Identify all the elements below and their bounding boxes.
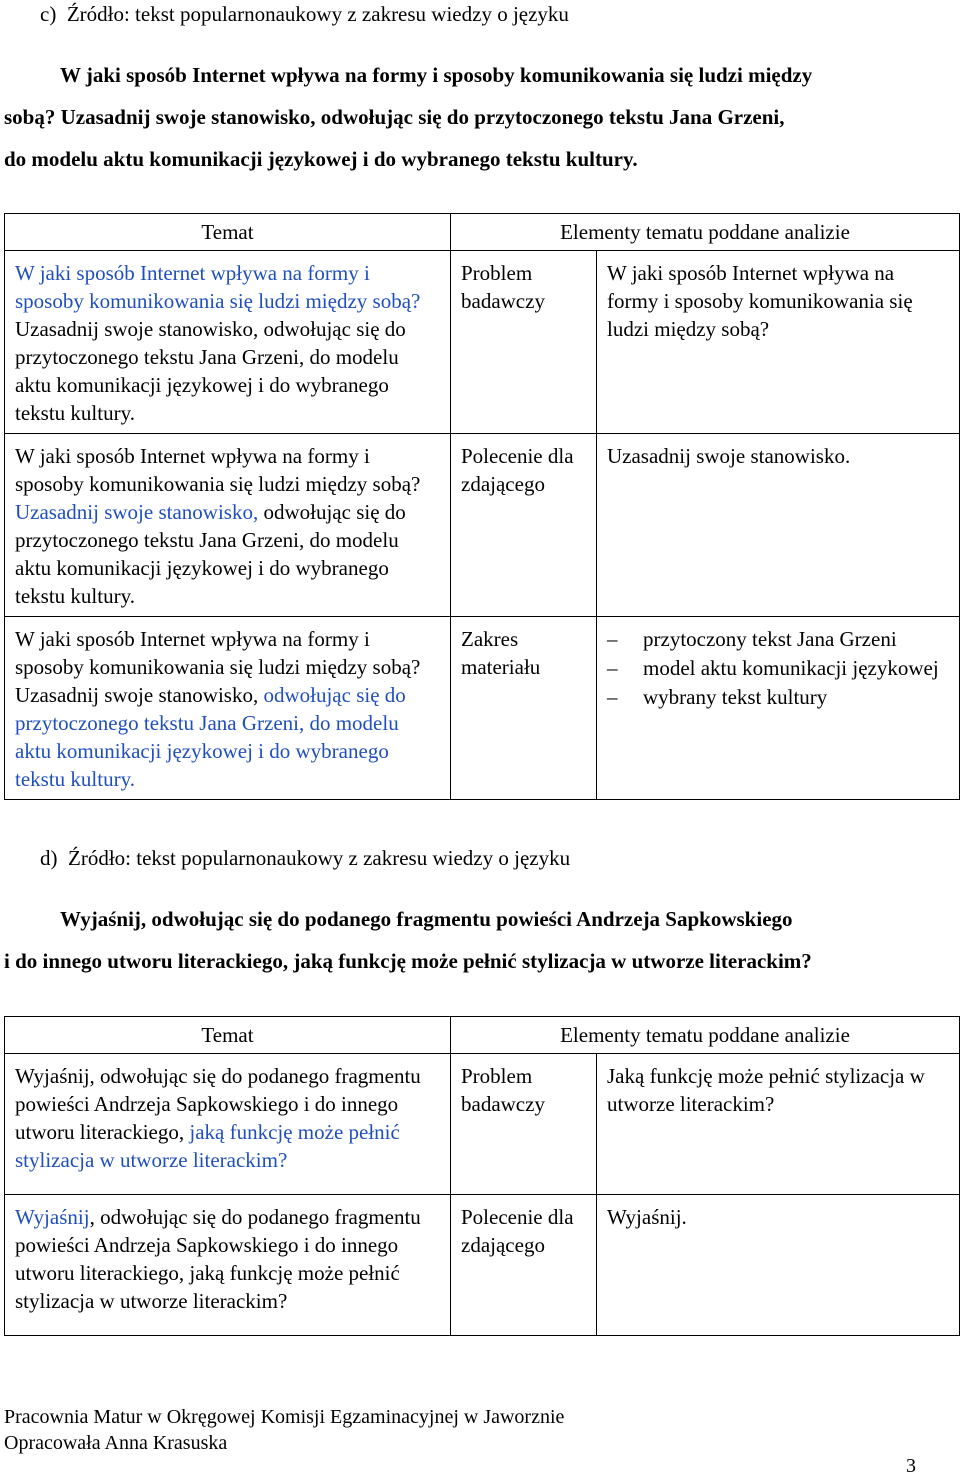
element-label: Polecenie dla zdającego: [451, 434, 597, 617]
task-line: Wyjaśnij, odwołując się do podanego fragmentu powieści Andrzeja Sapkowskiego: [60, 907, 793, 931]
element-label: Polecenie dla zdającego: [451, 1195, 597, 1336]
list-item: – wybrany tekst kultury: [607, 683, 949, 712]
task-line: sobą? Uzasadnij swoje stanowisko, odwołując się do przytoczonego tekstu Jana Grzeni,: [4, 105, 785, 129]
element-value: [597, 617, 960, 800]
list-item: – przytoczony tekst Jana Grzeni: [607, 625, 949, 654]
task-line: W jaki sposób Internet wpływa na formy i sposoby komunikowania się ludzi między: [60, 63, 813, 87]
header-elements: Elementy tematu poddane analizie: [451, 214, 960, 251]
element-value: W jaki sposób Internet wpływa na formy i sposoby komunikowania się ludzi między sobą?: [597, 251, 960, 434]
section-c-task: [4, 54, 956, 180]
temat-cell: W jaki sposób Internet wpływa na formy i sposoby komunikowania się ludzi między sobą? Uzasadnij swoje stanowisko, odwołując się do przytoczonego tekstu Jana Grzeni, do modelu aktu komunikacji językowej i do wybranego tekstu kultury.: [5, 617, 451, 800]
footer: [4, 1404, 564, 1456]
section-d-task: [4, 898, 956, 982]
element-value: Uzasadnij swoje stanowisko.: [597, 434, 960, 617]
section-c-heading: c) Źródło: tekst popularnonaukowy z zakresu wiedzy o języku: [40, 2, 569, 26]
header-temat: Temat: [5, 1017, 451, 1054]
temat-cell: W jaki sposób Internet wpływa na formy i sposoby komunikowania się ludzi między sobą? Uzasadnij swoje stanowisko, odwołując się do przytoczonego tekstu Jana Grzeni, do modelu aktu komunikacji językowej i do wybranego tekstu kultury.: [5, 434, 451, 617]
element-label: Zakres materiału: [451, 617, 597, 800]
footer-line: Pracownia Matur w Okręgowej Komisji Egzaminacyjnej w Jaworznie: [4, 1406, 565, 1428]
page-number: 3: [906, 1455, 916, 1477]
analysis-table-c: [4, 213, 960, 800]
task-line: do modelu aktu komunikacji językowej i do wybranego tekstu kultury.: [4, 147, 638, 171]
header-temat: Temat: [5, 214, 451, 251]
header-elements: Elementy tematu poddane analizie: [451, 1017, 960, 1054]
analysis-table-d: [4, 1016, 960, 1336]
element-label: Problem badawczy: [451, 1054, 597, 1195]
material-list: [607, 625, 949, 712]
temat-cell: W jaki sposób Internet wpływa na formy i sposoby komunikowania się ludzi między sobą? Uzasadnij swoje stanowisko, odwołując się do przytoczonego tekstu Jana Grzeni, do modelu aktu komunikacji językowej i do wybranego tekstu kultury.: [5, 251, 451, 434]
element-label: Problem badawczy: [451, 251, 597, 434]
temat-cell: Wyjaśnij, odwołując się do podanego fragmentu powieści Andrzeja Sapkowskiego i do innego utworu literackiego, jaką funkcję może pełnić stylizacja w utworze literackim?: [5, 1195, 451, 1336]
element-value: Jaką funkcję może pełnić stylizacja w utworze literackim?: [597, 1054, 960, 1195]
section-d-heading: d) Źródło: tekst popularnonaukowy z zakresu wiedzy o języku: [40, 846, 571, 870]
list-item: – model aktu komunikacji językowej: [607, 654, 949, 683]
temat-cell: Wyjaśnij, odwołując się do podanego fragmentu powieści Andrzeja Sapkowskiego i do innego utworu literackiego, jaką funkcję może pełnić stylizacja w utworze literackim?: [5, 1054, 451, 1195]
element-value: Wyjaśnij.: [597, 1195, 960, 1336]
task-line: i do innego utworu literackiego, jaką funkcję może pełnić stylizacja w utworze literackim?: [4, 949, 812, 973]
footer-line: Opracowała Anna Krasuska: [4, 1432, 228, 1454]
